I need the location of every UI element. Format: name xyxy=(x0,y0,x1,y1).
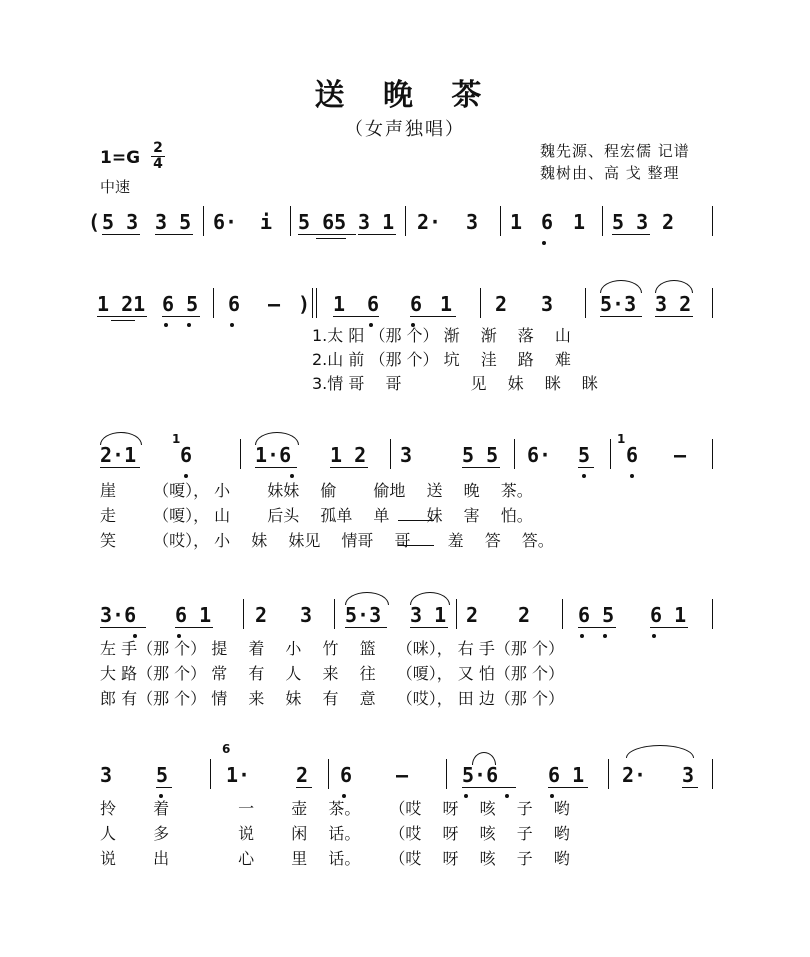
credit-editors: 魏树由、高 戈 整理 xyxy=(540,164,680,182)
credit-transcribers: 魏先源、程宏儒 记谱 xyxy=(540,142,690,160)
underline xyxy=(100,467,140,468)
lyric-verse-3: 郎 有（那 个） 情 来 妹 有 意 （哎）， 田 边（那 个） xyxy=(100,689,564,708)
barline xyxy=(602,206,603,236)
note: 6 5 xyxy=(162,292,199,316)
barline xyxy=(210,759,211,789)
note: – xyxy=(674,443,687,467)
note: 2 xyxy=(255,603,268,627)
note: 5·6 xyxy=(462,763,499,787)
note: 6 xyxy=(367,292,380,316)
barline xyxy=(334,599,335,629)
barline xyxy=(213,288,214,318)
note: 3 2 xyxy=(655,292,692,316)
underline xyxy=(155,234,193,235)
note: 1 2 xyxy=(330,443,367,467)
underline xyxy=(175,627,213,628)
note: 1·6 xyxy=(255,443,292,467)
note: 3 1 xyxy=(410,603,447,627)
underline xyxy=(462,787,516,788)
note: 6 5 xyxy=(578,603,615,627)
note: 1 xyxy=(440,292,453,316)
barline xyxy=(316,288,317,318)
note: 6 1 xyxy=(175,603,212,627)
underline xyxy=(296,787,312,788)
underline xyxy=(410,627,448,628)
time-signature xyxy=(151,142,165,171)
note: 3 xyxy=(400,443,413,467)
underline xyxy=(612,234,650,235)
note: 6 1 xyxy=(650,603,687,627)
barline xyxy=(712,288,713,318)
lyric-verse-2: 走 （嗄）， 山 后头 孤单 单 妹 害 怕。 xyxy=(100,506,533,525)
underline xyxy=(333,316,379,317)
note: 1 21 xyxy=(97,292,146,316)
barline xyxy=(500,206,501,236)
underline xyxy=(578,627,616,628)
grace-note: 6 xyxy=(222,742,231,756)
low-octave-dot xyxy=(230,323,234,327)
slur xyxy=(600,280,642,293)
key-signature: 1=G xyxy=(100,148,141,168)
lyric-verse-3: 说 出 心 里 话。 （哎 呀 咳 子 哟 xyxy=(100,849,570,868)
low-octave-dot xyxy=(580,634,584,638)
slur xyxy=(472,752,496,765)
underline xyxy=(345,627,387,628)
lyric-verse-2: 人 多 说 闲 话。 （哎 呀 咳 子 哟 xyxy=(100,824,570,843)
barline xyxy=(240,439,241,469)
barline xyxy=(390,439,391,469)
note: i xyxy=(260,210,273,234)
barline xyxy=(610,439,611,469)
note: 5·3 xyxy=(600,292,637,316)
low-octave-dot xyxy=(603,634,607,638)
time-denominator: 4 xyxy=(153,156,163,172)
barline xyxy=(290,206,291,236)
lyric-verse-1: 左 手（那 个） 提 着 小 竹 篮 （咪）， 右 手（那 个） xyxy=(100,639,564,658)
time-numerator: 2 xyxy=(153,140,163,156)
underline xyxy=(316,238,346,239)
barline xyxy=(243,599,244,629)
underline xyxy=(600,316,642,317)
note: 2 xyxy=(495,292,508,316)
underline xyxy=(330,467,368,468)
barline xyxy=(446,759,447,789)
note: 5 5 xyxy=(462,443,499,467)
note: 5 65 xyxy=(298,210,347,234)
barline xyxy=(456,599,457,629)
note: 2· xyxy=(417,210,442,234)
note: 3 xyxy=(100,763,113,787)
note: 5 3 xyxy=(612,210,649,234)
low-octave-dot xyxy=(652,634,656,638)
underline xyxy=(655,316,693,317)
barline xyxy=(328,759,329,789)
note: 2 xyxy=(466,603,479,627)
note: 3·6 xyxy=(100,603,137,627)
note: 3 xyxy=(300,603,313,627)
underline xyxy=(102,234,140,235)
slur xyxy=(100,432,142,445)
note: 3 xyxy=(466,210,479,234)
low-octave-dot xyxy=(187,323,191,327)
note: 3 5 xyxy=(155,210,192,234)
underline xyxy=(162,316,200,317)
lyric-verse-1: 拎 着 一 壶 茶。 （哎 呀 咳 子 哟 xyxy=(100,799,570,818)
note: 6· xyxy=(527,443,552,467)
note: 3 xyxy=(541,292,554,316)
note: 2 xyxy=(662,210,675,234)
note: 5·3 xyxy=(345,603,382,627)
lyric-verse-1: 崖 （嗄）， 小 妹妹 偷 偷地 送 晚 茶。 xyxy=(100,481,533,500)
barline xyxy=(562,599,563,629)
note: 1 xyxy=(333,292,346,316)
note: 5 xyxy=(156,763,169,787)
lyric-underline xyxy=(398,520,434,521)
note: 3 xyxy=(682,763,695,787)
low-octave-dot xyxy=(164,323,168,327)
underline xyxy=(156,787,172,788)
low-octave-dot xyxy=(542,241,546,245)
underline xyxy=(111,320,135,321)
note: ( xyxy=(88,210,101,234)
note: 1· xyxy=(226,763,251,787)
underline xyxy=(578,467,594,468)
low-octave-dot xyxy=(630,474,634,478)
grace-note: 1 xyxy=(617,432,626,446)
slur xyxy=(255,432,299,445)
song-subtitle: （女声独唱） xyxy=(345,119,465,140)
underline xyxy=(462,467,500,468)
note: 2·1 xyxy=(100,443,137,467)
low-octave-dot xyxy=(582,474,586,478)
note: – xyxy=(268,292,281,316)
note: 6 xyxy=(180,443,193,467)
note: 6 1 xyxy=(548,763,585,787)
barline xyxy=(712,759,713,789)
slur xyxy=(410,592,450,605)
note: 5 3 xyxy=(102,210,139,234)
note: 5 xyxy=(578,443,591,467)
barline xyxy=(405,206,406,236)
lyric-verse-1: 1.太 阳 （那 个） 渐 渐 落 山 xyxy=(312,326,571,345)
underline xyxy=(682,787,698,788)
barline xyxy=(712,599,713,629)
underline xyxy=(97,316,147,317)
barline xyxy=(203,206,204,236)
note: 2· xyxy=(622,763,647,787)
lyric-verse-3: 笑 （哎）， 小 妹 妹见 情哥 哥 羞 答 答。 xyxy=(100,531,554,550)
note: 6 xyxy=(228,292,241,316)
note: 6· xyxy=(213,210,238,234)
underline xyxy=(100,627,146,628)
barline xyxy=(585,288,586,318)
barline xyxy=(480,288,481,318)
note: 2 xyxy=(518,603,531,627)
barline xyxy=(712,206,713,236)
note: ) xyxy=(298,292,311,316)
note: 1 xyxy=(573,210,586,234)
note: 6 xyxy=(410,292,423,316)
note: 1 xyxy=(510,210,523,234)
underline xyxy=(255,467,297,468)
note: 6 xyxy=(541,210,554,234)
barline xyxy=(712,439,713,469)
underline xyxy=(650,627,688,628)
underline xyxy=(358,234,396,235)
barline xyxy=(514,439,515,469)
note: 3 1 xyxy=(358,210,395,234)
note: 6 xyxy=(626,443,639,467)
slur xyxy=(655,280,693,293)
grace-note: 1 xyxy=(172,432,181,446)
lyric-verse-2: 大 路（那 个） 常 有 人 来 往 （嗄）， 又 怕（那 个） xyxy=(100,664,564,683)
lyric-verse-3: 3.情 哥 哥 见 妹 眯 眯 xyxy=(312,374,598,393)
lyric-underline xyxy=(398,545,434,546)
song-title: 送 晚 茶 xyxy=(314,78,496,113)
slur xyxy=(345,592,389,605)
barline xyxy=(608,759,609,789)
note: – xyxy=(396,763,409,787)
note: 2 xyxy=(296,763,309,787)
lyric-verse-2: 2.山 前 （那 个） 坑 洼 路 难 xyxy=(312,350,571,369)
note: 6 xyxy=(340,763,353,787)
underline xyxy=(548,787,588,788)
slur xyxy=(626,745,694,758)
barline xyxy=(312,288,313,318)
underline xyxy=(410,316,456,317)
underline xyxy=(298,234,356,235)
tempo-marking: 中速 xyxy=(100,178,131,196)
